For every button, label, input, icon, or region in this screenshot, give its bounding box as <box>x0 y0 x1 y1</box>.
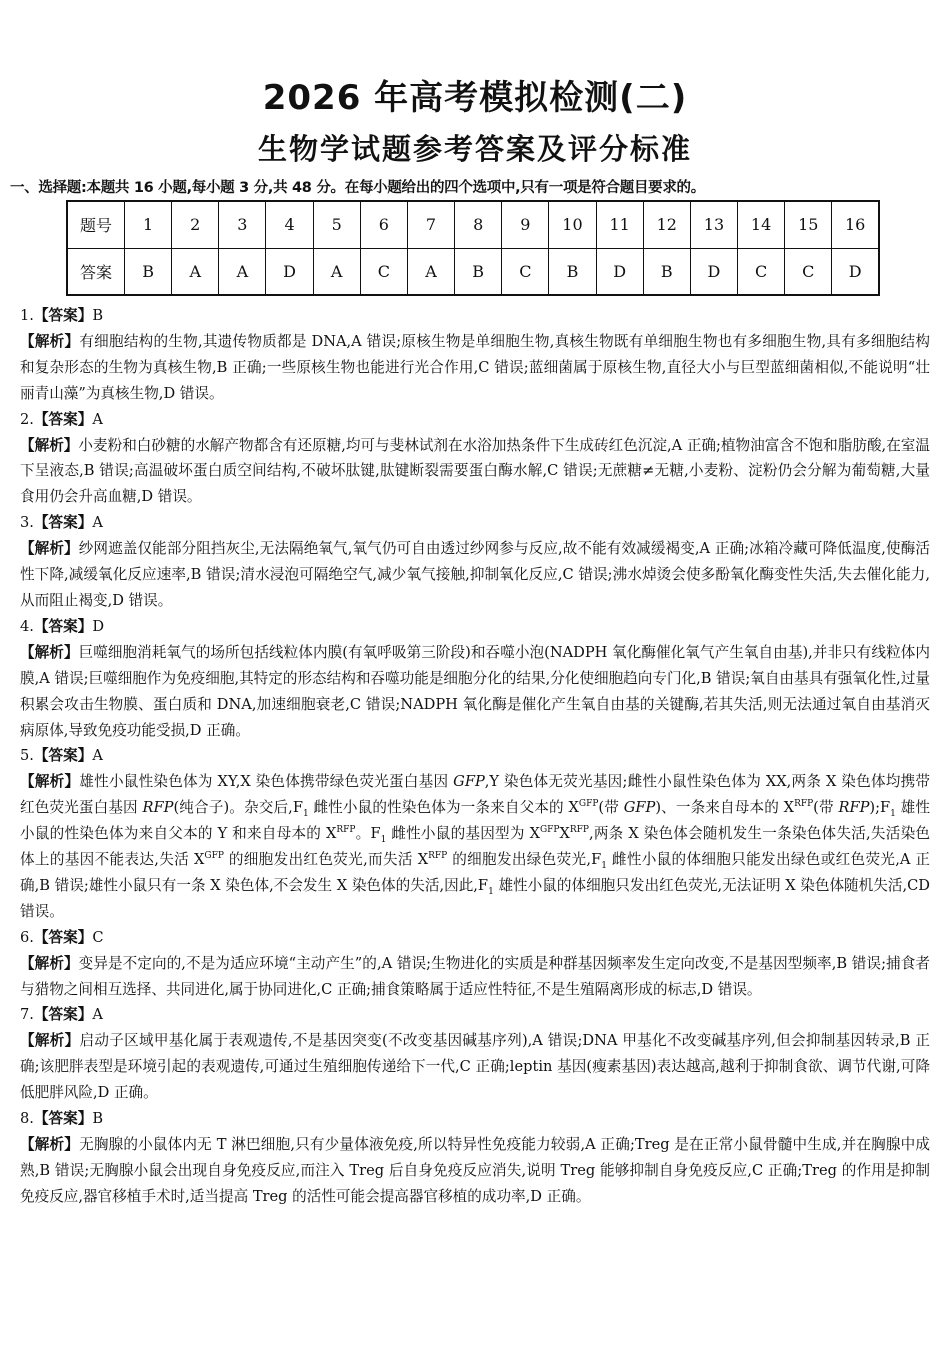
table-cell: D <box>266 248 313 295</box>
table-cell: 1 <box>125 201 172 248</box>
analysis-text: 无胸腺的小鼠体内无 T 淋巴细胞,只有少量体液免疫,所以特异性免疫能力较弱,A 正确;Treg 是在正常小鼠骨髓中生成,并在胸腺中成熟,B 错误;无胸腺小鼠会出现自身免疫反应,而注入 Treg 后自身免疫反应消失,说明 Treg 能够抑制自身免疫反应,C 正确;Treg 的作用是抑制免疫反应,器官移植手术时,适当提高 Treg 的活性可能会提高器官移植的成功率,D 正确。 <box>20 1136 930 1205</box>
table-cell: B <box>549 248 596 295</box>
table-cell: B <box>125 248 172 295</box>
question-analysis <box>20 640 930 744</box>
answer-label: 【答案】 <box>33 617 93 635</box>
analysis-text: )、一条来自母本的 X <box>655 799 795 817</box>
analysis-text: 有细胞结构的生物,其遗传物质都是 DNA,A 错误;原核生物是单细胞生物,真核生物既有单细胞生物也有多细胞生物,具有多细胞结构和复杂形态的生物为真核生物,B 正确;一些原核生物也能进行光合作用,C 错误;蓝细菌属于原核生物,直径大小与巨型蓝细菌相似,不能说明“壮丽青山藻”为真核生物,D 错误。 <box>20 332 930 402</box>
question-analysis <box>20 433 930 511</box>
subscript: 1 <box>302 809 309 820</box>
answer-label: 【答案】 <box>33 307 93 324</box>
question-answer <box>20 407 930 433</box>
table-cell: 15 <box>785 201 832 248</box>
analysis-text: 巨噬细胞消耗氧气的场所包括线粒体内膜(有氧呼吸第三阶段)和吞噬小泡(NADPH 氧化酶催化氧气产生氧自由基),并非只有线粒体内膜,A 错误;巨噬细胞作为免疫细胞,其特定的形态结构和吞噬功能是细胞分化的结果,分化使细胞趋向专门化,B 错误;氧自由基具有强氧化性,过量积累会攻击生物膜、蛋白质和 DNA,加速细胞衰老,C 错误;NADPH 氧化酶是催化产生氧自由基的关键酶,若其失活,则无法通过氧自由基消灭病原体,导致免疫功能受损,D 正确。 <box>20 643 931 739</box>
answer-value: B <box>92 307 104 324</box>
answer-value: C <box>92 928 104 946</box>
table-cell: 12 <box>643 201 690 248</box>
analysis-text: 。F <box>355 825 381 843</box>
question-number: 4. <box>20 617 34 635</box>
question-answer <box>20 925 930 951</box>
answer-value: A <box>92 747 103 765</box>
analysis-text: 的细胞发出绿色荧光,F <box>447 851 602 869</box>
analysis-text: 雌性小鼠的性染色体为一条来自父本的 X <box>308 799 579 817</box>
table-cell: A <box>313 248 360 295</box>
answer-value: B <box>92 1110 104 1128</box>
answer-label: 【答案】 <box>33 410 93 428</box>
table-cell: 7 <box>407 201 454 248</box>
table-cell: 2 <box>172 201 219 248</box>
table-cell: 13 <box>690 201 737 248</box>
section-heading: 一、选择题:本题共 16 小题,每小题 3 分,共 48 分。在每小题给出的四个选项中,只有一项是符合题目要求的。 <box>10 180 705 196</box>
table-cell: 10 <box>549 201 596 248</box>
analysis-text: 启动子区域甲基化属于表观遗传,不是基因突变(不改变基因碱基序列),A 错误;DNA 甲基化不改变碱基序列,但会抑制基因转录,B 正确;该肥胖表型是环境引起的表观遗传,可通过生殖细胞传递给下一代,C 正确;leptin 基因(瘦素基因)表达越高,越利于抑制食欲、调节代谢,可降低肥胖风险,D 正确。 <box>20 1032 930 1102</box>
answer-label: 【答案】 <box>33 747 93 765</box>
table-cell: B <box>455 248 502 295</box>
question-number: 5. <box>20 747 34 765</box>
answer-value: A <box>92 514 103 532</box>
analysis-text: 雌性小鼠的体细胞只能发出绿色或红色荧光,A 正确,B 错误;雄性小鼠只有一条 X 染色体,不会发生 X 染色体的失活,因此,F <box>20 851 931 894</box>
table-cell: A <box>172 248 219 295</box>
subscript: 1 <box>488 886 494 897</box>
superscript: RFP <box>794 799 814 810</box>
question-answer <box>20 743 930 769</box>
table-cell: C <box>785 248 832 295</box>
answer-label: 【答案】 <box>33 514 93 532</box>
table-row-answers <box>67 248 879 295</box>
table-cell: 4 <box>266 201 313 248</box>
superscript: GFP <box>539 825 560 836</box>
question-answer <box>20 614 930 640</box>
analysis-text: 雄性小鼠的性染色体为来自父本的 Y 和来自母本的 X <box>20 799 930 843</box>
subscript: 1 <box>380 835 387 846</box>
table-cell: A <box>407 248 454 295</box>
table-cell: 9 <box>502 201 549 248</box>
table-cell: C <box>502 248 549 295</box>
analysis-text: 小麦粉和白砂糖的水解产物都含有还原糖,均可与斐林试剂在水浴加热条件下生成砖红色沉淀,A 正确;植物油富含不饱和脂肪酸,在室温下呈液态,B 错误;高温破坏蛋白质空间结构,不破坏肽键,肽键断裂需要蛋白酶水解,C 错误;无蔗糖≠无糖,小麦粉、淀粉仍会分解为葡萄糖,大量食用仍会升高血糖,D 错误。 <box>20 436 930 506</box>
question-analysis <box>20 1028 930 1106</box>
question-number: 7. <box>20 1006 34 1024</box>
question-answer <box>20 1002 930 1028</box>
analysis-text: (纯合子)。杂交后,F <box>173 799 303 817</box>
table-cell: 8 <box>455 201 502 248</box>
subscript: 1 <box>890 809 896 820</box>
superscript: RFP <box>428 851 448 862</box>
analysis-label: 【解析】 <box>20 436 79 454</box>
superscript: RFP <box>336 825 356 836</box>
analysis-label: 【解析】 <box>20 773 80 791</box>
question-number: 6. <box>20 928 34 946</box>
analysis-text: 雌性小鼠的基因型为 X <box>386 825 540 843</box>
table-cell: D <box>690 248 737 295</box>
table-header-cell: 答案 <box>67 248 125 295</box>
analysis-text: (带 <box>598 799 624 817</box>
answer-label: 【答案】 <box>33 1006 93 1024</box>
question-answer <box>20 510 930 536</box>
answer-label: 【答案】 <box>33 1110 93 1128</box>
analysis-text: X <box>559 825 570 843</box>
table-row-numbers <box>67 201 879 248</box>
analysis-label: 【解析】 <box>20 1136 80 1153</box>
question-number: 1. <box>20 307 34 324</box>
table-cell: 11 <box>596 201 643 248</box>
analysis-text: 雄性小鼠的体细胞只发出红色荧光,无法证明 X 染色体随机失活,CD 错误。 <box>20 876 930 920</box>
subscript: 1 <box>601 860 607 871</box>
page-cutoff <box>0 1294 950 1369</box>
analysis-label: 【解析】 <box>20 1032 80 1050</box>
gene-gfp: GFP <box>623 799 656 817</box>
exam-subtitle: 生物学试题参考答案及评分标准 <box>257 132 692 166</box>
answer-value: A <box>92 410 103 428</box>
question-answer <box>20 303 930 329</box>
question-analysis <box>20 329 930 407</box>
table-cell: C <box>360 248 407 295</box>
analysis-text: ,Y 染色体无荧光基因;雌性小鼠性染色体为 XX,两条 X 染色体均携带红色荧光蛋白基因 <box>20 773 930 817</box>
table-cell: 6 <box>360 201 407 248</box>
question-analysis <box>20 769 930 924</box>
question-analysis <box>20 1132 930 1210</box>
table-header-cell: 题号 <box>67 201 125 248</box>
analysis-text: 的细胞发出红色荧光,而失活 X <box>223 851 429 869</box>
question-number: 8. <box>20 1110 34 1128</box>
table-cell: 16 <box>832 201 879 248</box>
answer-table <box>66 200 880 296</box>
question-number: 2. <box>20 410 34 428</box>
gene-rfp: RFP <box>142 799 174 817</box>
analysis-label: 【解析】 <box>20 954 79 972</box>
table-cell: 3 <box>219 201 266 248</box>
analysis-label: 【解析】 <box>20 643 79 661</box>
analysis-label: 【解析】 <box>20 540 79 558</box>
table-cell: A <box>219 248 266 295</box>
superscript: GFP <box>578 799 599 810</box>
gene-gfp: GFP <box>453 773 485 791</box>
answer-value: A <box>92 1006 103 1024</box>
question-number: 3. <box>20 514 34 532</box>
exam-title: 2026 年高考模拟检测(二) <box>262 78 688 118</box>
table-cell: 5 <box>313 201 360 248</box>
table-cell: B <box>643 248 690 295</box>
table-cell: D <box>596 248 643 295</box>
question-analysis <box>20 536 930 614</box>
answer-label: 【答案】 <box>33 928 93 946</box>
analysis-text: 雄性小鼠性染色体为 XY,X 染色体携带绿色荧光蛋白基因 <box>79 773 454 791</box>
analysis-text: 纱网遮盖仅能部分阻挡灰尘,无法隔绝氧气,氧气仍可自由透过纱网参与反应,故不能有效减缓褐变,A 正确;冰箱冷藏可降低温度,使酶活性下降,减缓氧化反应速率,B 错误;清水浸泡可隔绝空气,减少氧气接触,抑制氧化反应,C 错误;沸水焯烫会使多酚氧化酶变性失活,失去催化能力,从而阻止褐变,D 错误。 <box>20 540 930 609</box>
analysis-label: 【解析】 <box>20 332 80 350</box>
question-answer <box>20 1106 930 1132</box>
table-cell: 14 <box>738 201 785 248</box>
solutions-list <box>20 303 930 1210</box>
analysis-text: ,两条 X 染色体会随机发生一条染色体失活,失活染色体上的基因不能表达,失活 X <box>20 825 930 869</box>
analysis-text: );F <box>869 799 891 817</box>
superscript: RFP <box>569 825 589 836</box>
question-analysis <box>20 951 930 1003</box>
answer-value: D <box>92 617 105 635</box>
gene-rfp: RFP <box>838 799 870 817</box>
table-cell: C <box>738 248 785 295</box>
superscript: GFP <box>204 851 224 862</box>
analysis-text: 变异是不定向的,不是为适应环境“主动产生”的,A 错误;生物进化的实质是种群基因频率发生定向改变,不是基因型频率,B 错误;捕食者与猎物之间相互选择、共同进化,属于协同进化,C 正确;捕食策略属于适应性特征,不是生殖隔离形成的标志,D 错误。 <box>20 954 930 998</box>
analysis-text: (带 <box>813 799 839 817</box>
table-cell: D <box>832 248 879 295</box>
